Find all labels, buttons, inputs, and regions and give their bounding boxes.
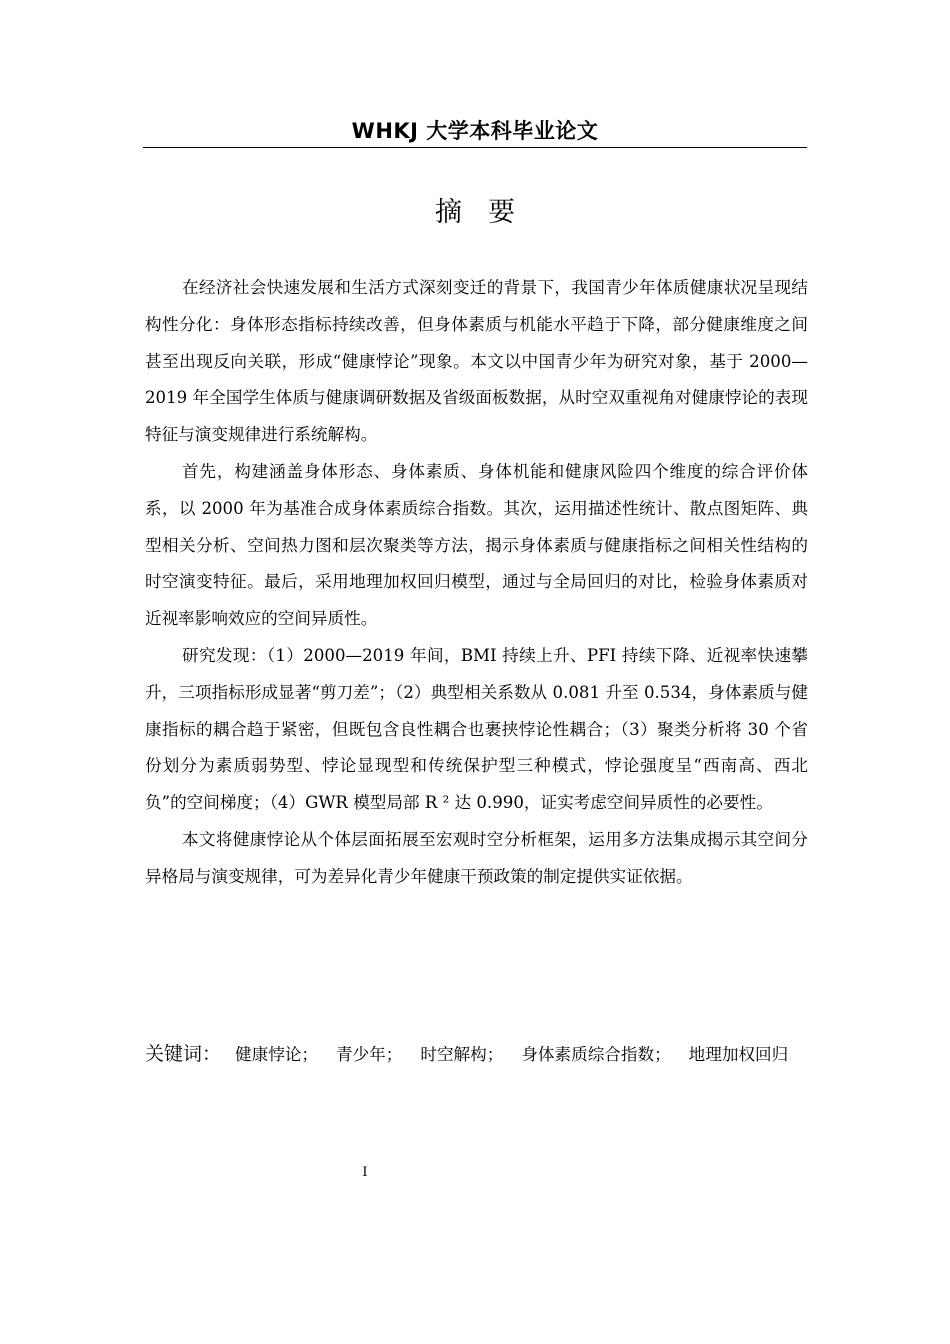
keyword-item: 时空解构； [420, 1045, 504, 1064]
keyword-item: 健康悖论； [235, 1045, 318, 1064]
keyword-item: 青少年； [335, 1045, 403, 1064]
page-number: I [362, 1165, 368, 1180]
abstract-paragraph-findings: 研究发现：（1）2000—2019 年间，BMI 持续上升、PFI 持续下降、近视率快速攀升，三项指标形成显著“剪刀差”；（2）典型相关系数从 0.081 升至 0.534，身体素质与健康指标的耦合趋于紧密，但既包含良性耦合也裹挟悖论性耦合；（3）聚类分析将 30 个省份划分为素质弱势型、悖论显现型和传统保护型三种模式，悖论强度呈“西南高、西北负”的空间梯度；（4）GWR 模型局部 R ² 达 0.990，证实考虑空间异质性的必要性。 [145, 645, 808, 813]
abstract-body [145, 270, 808, 896]
abstract-paragraph-background: 在经济社会快速发展和生活方式深刻变迁的背景下，我国青少年体质健康状况呈现结构性分化：身体形态指标持续改善，但身体素质与机能水平趋于下降，部分健康维度之间甚至出现反向关联，形成“健康悖论”现象。本文以中国青少年为研究对象，基于 2000—2019 年全国学生体质与健康调研数据及省级面板数据，从时空双重视角对健康悖论的表现特征与演变规律进行系统解构。 [145, 278, 808, 445]
abstract-heading: 摘要 [435, 197, 541, 228]
abstract-paragraph-contribution: 本文将健康悖论从个体层面拓展至宏观时空分析框架，运用多方法集成揭示其空间分异格局与演变规律，可为差异化青少年健康干预政策的制定提供实证依据。 [145, 829, 808, 886]
header-divider [143, 147, 807, 148]
keyword-item: 身体素质综合指数； [521, 1045, 671, 1064]
document-header-title: WHKJ 大学本科毕业论文 [351, 119, 599, 143]
keywords-section [145, 1034, 808, 1075]
abstract-paragraph-methods: 首先，构建涵盖身体形态、身体素质、身体机能和健康风险四个维度的综合评价体系，以 2000 年为基准合成身体素质综合指数。其次，运用描述性统计、散点图矩阵、典型相关分析、空间热力图和层次聚类等方法，揭示身体素质与健康指标之间相关性结构的时空演变特征。最后，采用地理加权回归模型，通过与全局回归的对比，检验身体素质对近视率影响效应的空间异质性。 [145, 461, 808, 629]
keywords-label: 关键词： [145, 1043, 222, 1065]
keyword-item: 地理加权回归 [688, 1045, 789, 1064]
